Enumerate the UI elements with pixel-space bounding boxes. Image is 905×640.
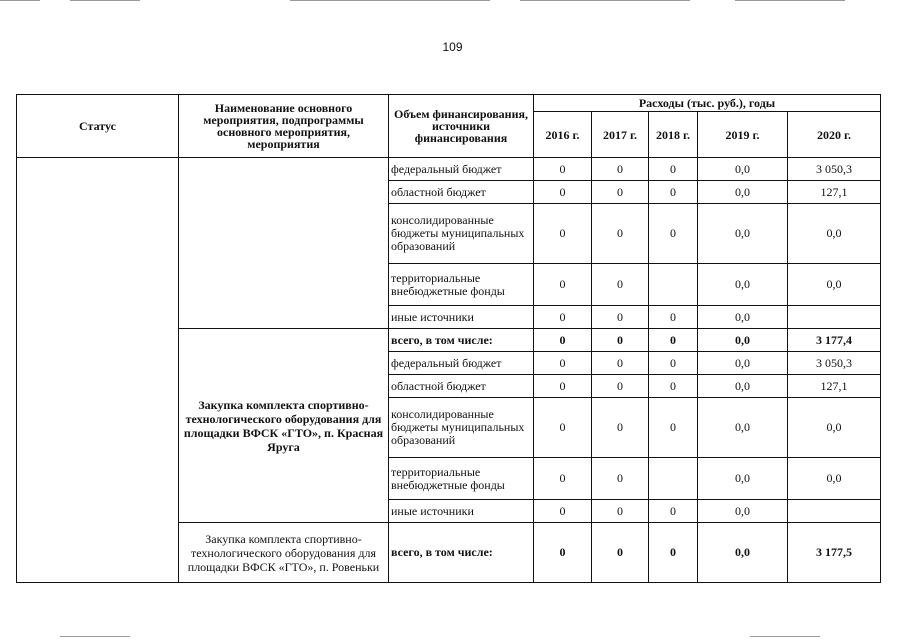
amount-cell: 0 xyxy=(649,500,698,523)
amount-cell: 0,0 xyxy=(698,458,788,500)
amount-cell: 0 xyxy=(592,375,649,398)
amount-cell: 0 xyxy=(592,523,649,583)
amount-cell: 0 xyxy=(534,158,592,181)
activity-name-cell: Закупка комплекта спортивно-технологического оборудования для площадки ВФСК «ГТО», п. Ровеньки xyxy=(179,523,389,583)
amount-cell: 0 xyxy=(534,458,592,500)
scan-edge-line xyxy=(60,636,130,637)
amount-cell: 0 xyxy=(649,352,698,375)
amount-cell: 0 xyxy=(649,306,698,329)
scan-edge-line xyxy=(750,636,820,637)
amount-cell: 0,0 xyxy=(788,204,881,264)
funding-source: федеральный бюджет xyxy=(389,158,534,181)
amount-cell: 0 xyxy=(592,158,649,181)
amount-cell: 0 xyxy=(592,306,649,329)
amount-cell: 3 177,4 xyxy=(788,329,881,352)
header-year: 2016 г. xyxy=(534,112,592,158)
funding-source: консолидированные бюджеты муниципальных образований xyxy=(389,398,534,458)
activity-name-cell: Закупка комплекта спортивно-технологического оборудования для площадки ВФСК «ГТО», п. Красная Яруга xyxy=(179,329,389,523)
amount-cell: 0 xyxy=(649,398,698,458)
amount-cell xyxy=(788,500,881,523)
scan-edge-line xyxy=(735,0,845,1)
amount-cell: 0 xyxy=(592,398,649,458)
scan-edge-line xyxy=(0,0,40,1)
scan-edge-line xyxy=(70,0,140,1)
amount-cell: 3 050,3 xyxy=(788,158,881,181)
budget-table xyxy=(16,94,881,583)
amount-cell: 0 xyxy=(592,352,649,375)
amount-cell: 0 xyxy=(534,329,592,352)
header-expenses: Расходы (тыс. руб.), годы xyxy=(534,95,881,112)
scan-edge-line xyxy=(290,0,490,1)
amount-cell xyxy=(649,458,698,500)
amount-cell: 3 050,3 xyxy=(788,352,881,375)
funding-source: областной бюджет xyxy=(389,375,534,398)
amount-cell: 0,0 xyxy=(788,458,881,500)
funding-source-total: всего, в том числе: xyxy=(389,329,534,352)
amount-cell: 0 xyxy=(534,375,592,398)
amount-cell: 0 xyxy=(649,523,698,583)
funding-source: территориальные внебюджетные фонды xyxy=(389,458,534,500)
amount-cell: 0,0 xyxy=(698,352,788,375)
amount-cell: 0 xyxy=(649,204,698,264)
amount-cell: 0,0 xyxy=(698,375,788,398)
amount-cell: 0 xyxy=(592,500,649,523)
amount-cell: 0,0 xyxy=(698,204,788,264)
activity-name-cell xyxy=(179,158,389,329)
amount-cell: 0 xyxy=(649,329,698,352)
amount-cell: 0,0 xyxy=(698,158,788,181)
amount-cell: 127,1 xyxy=(788,181,881,204)
amount-cell: 0 xyxy=(534,181,592,204)
header-year: 2017 г. xyxy=(592,112,649,158)
amount-cell: 0 xyxy=(649,375,698,398)
amount-cell: 0,0 xyxy=(698,264,788,306)
funding-source: территориальные внебюджетные фонды xyxy=(389,264,534,306)
status-cell xyxy=(17,158,179,583)
funding-source: иные источники xyxy=(389,500,534,523)
header-funding-volume: Объем финансирования, источники финансирования xyxy=(389,95,534,158)
header-year: 2019 г. xyxy=(698,112,788,158)
header-activity-name: Наименование основного мероприятия, подпрограммы основного мероприятия, мероприятия xyxy=(179,95,389,158)
amount-cell: 0,0 xyxy=(788,398,881,458)
funding-source-total: всего, в том числе: xyxy=(389,523,534,583)
amount-cell: 0 xyxy=(534,306,592,329)
amount-cell: 0,0 xyxy=(698,306,788,329)
amount-cell: 0,0 xyxy=(698,398,788,458)
amount-cell: 0 xyxy=(534,500,592,523)
amount-cell: 0 xyxy=(592,264,649,306)
amount-cell xyxy=(788,306,881,329)
amount-cell: 0 xyxy=(592,181,649,204)
header-status: Статус xyxy=(17,95,179,158)
header-year: 2020 г. xyxy=(788,112,881,158)
amount-cell: 0 xyxy=(592,458,649,500)
amount-cell: 0 xyxy=(592,204,649,264)
amount-cell: 0,0 xyxy=(698,329,788,352)
page-number: 109 xyxy=(442,40,463,54)
amount-cell: 0 xyxy=(649,181,698,204)
header-year: 2018 г. xyxy=(649,112,698,158)
amount-cell: 0,0 xyxy=(788,264,881,306)
amount-cell: 0 xyxy=(534,398,592,458)
amount-cell: 0 xyxy=(534,264,592,306)
amount-cell: 0,0 xyxy=(698,523,788,583)
funding-source: областной бюджет xyxy=(389,181,534,204)
amount-cell: 0 xyxy=(534,523,592,583)
amount-cell: 0,0 xyxy=(698,500,788,523)
amount-cell: 0 xyxy=(534,352,592,375)
funding-source: федеральный бюджет xyxy=(389,352,534,375)
amount-cell: 3 177,5 xyxy=(788,523,881,583)
amount-cell: 0 xyxy=(534,204,592,264)
amount-cell: 0 xyxy=(649,158,698,181)
funding-source: консолидированные бюджеты муниципальных образований xyxy=(389,204,534,264)
amount-cell: 127,1 xyxy=(788,375,881,398)
funding-source: иные источники xyxy=(389,306,534,329)
scan-edge-line xyxy=(520,0,690,1)
amount-cell: 0 xyxy=(592,329,649,352)
amount-cell: 0,0 xyxy=(698,181,788,204)
amount-cell xyxy=(649,264,698,306)
